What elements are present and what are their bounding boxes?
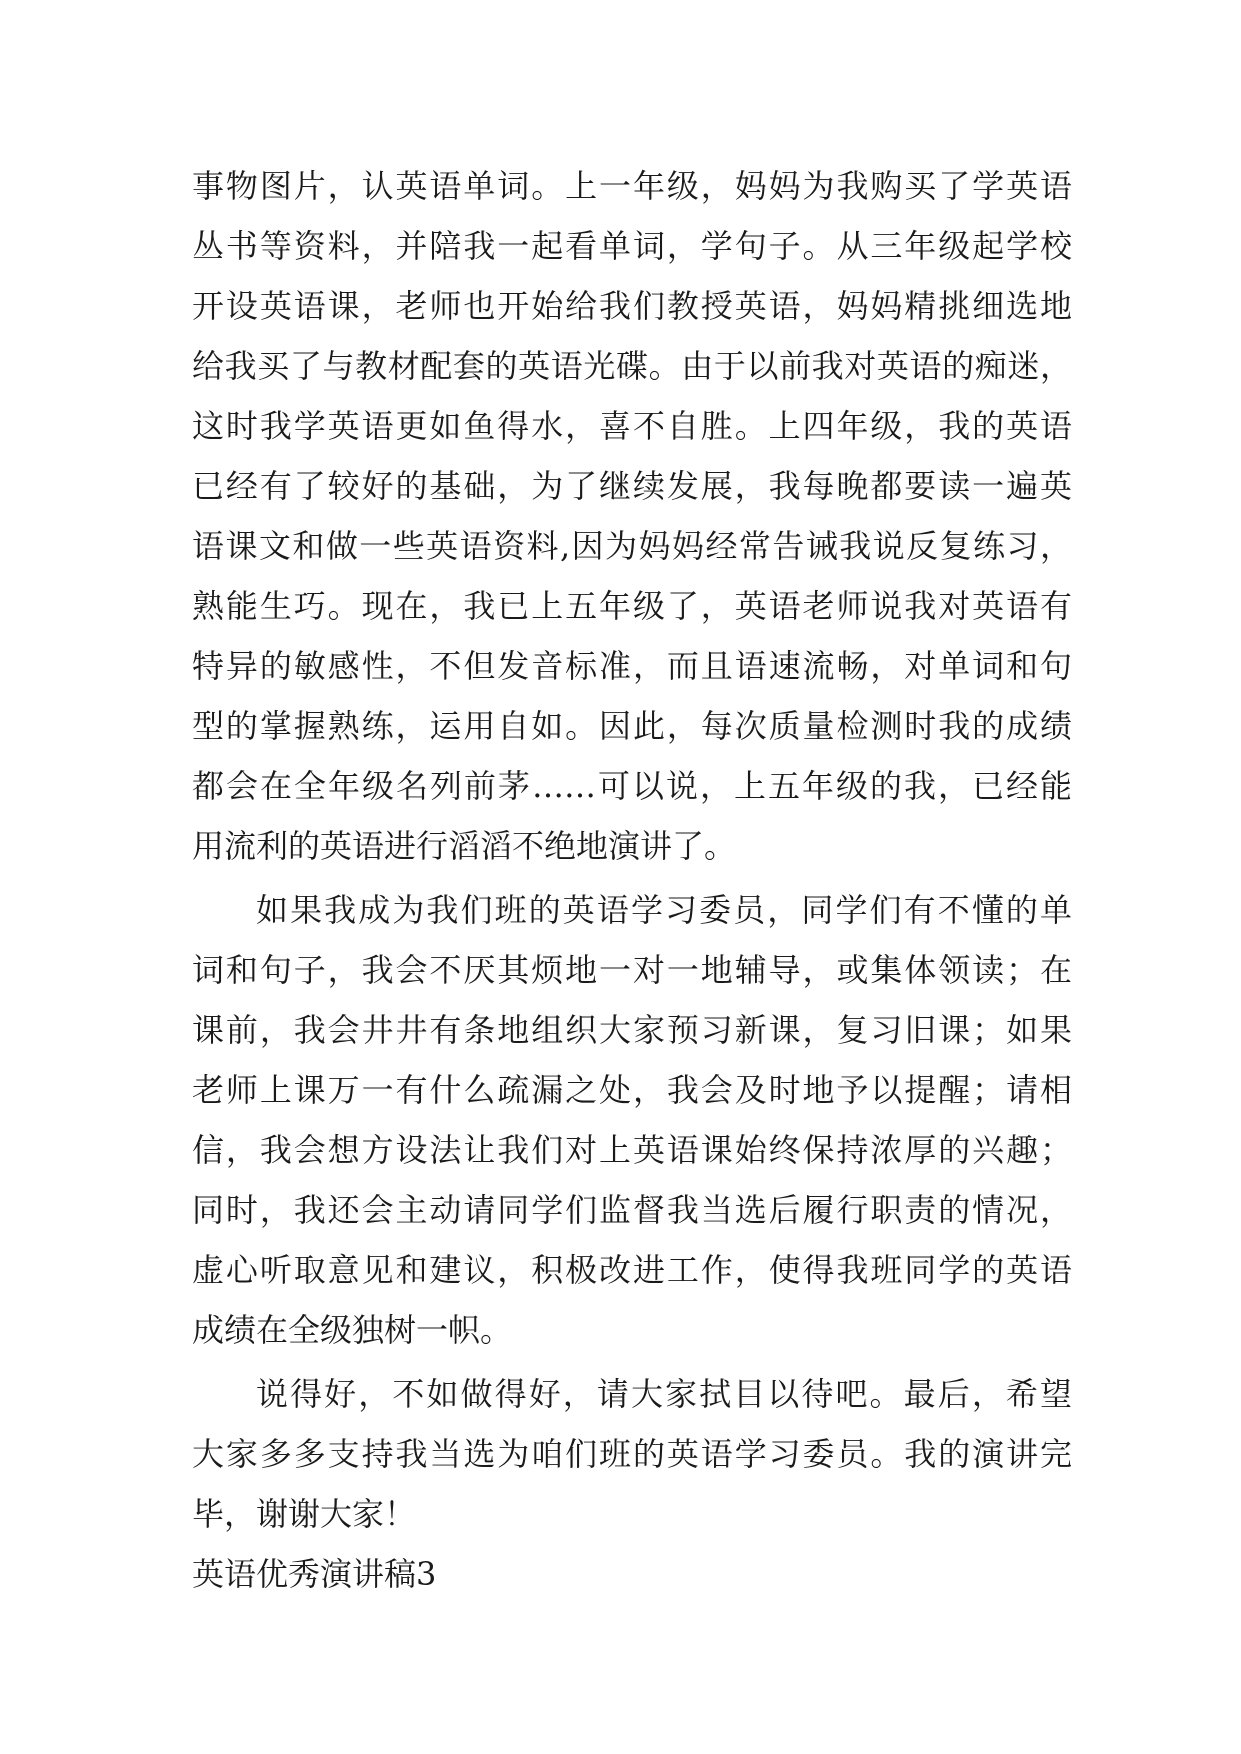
section-heading: 英语优秀演讲稿3 [192,1555,437,1593]
paragraph-line: 大家多多支持我当选为咱们班的英语学习委员。我的演讲完 [192,1435,1072,1473]
paragraph-line: 课前，我会井井有条地组织大家预习新课，复习旧课；如果 [192,1011,1072,1049]
paragraph-line: 成绩在全级独树一帜。 [192,1311,513,1349]
paragraph-line: 都会在全年级名列前茅……可以说，上五年级的我，已经能 [192,767,1072,805]
paragraph-line: 虚心听取意见和建议，积极改进工作，使得我班同学的英语 [192,1251,1072,1289]
paragraph-line: 开设英语课，老师也开始给我们教授英语，妈妈精挑细选地 [192,287,1072,325]
paragraph-line: 毕，谢谢大家！ [192,1495,417,1533]
paragraph-line: 同时，我还会主动请同学们监督我当选后履行职责的情况， [192,1191,1072,1229]
paragraph-line: 这时我学英语更如鱼得水，喜不自胜。上四年级，我的英语 [192,407,1072,445]
paragraph-line: 信，我会想方设法让我们对上英语课始终保持浓厚的兴趣； [192,1131,1072,1169]
paragraph-line: 词和句子，我会不厌其烦地一对一地辅导，或集体领读；在 [192,951,1072,989]
paragraph-line: 老师上课万一有什么疏漏之处，我会及时地予以提醒；请相 [192,1071,1072,1109]
paragraph-line: 如果我成为我们班的英语学习委员，同学们有不懂的单 [256,891,1072,929]
paragraph-line: 熟能生巧。现在，我已上五年级了，英语老师说我对英语有 [192,587,1072,625]
paragraph-line: 语课文和做一些英语资料,因为妈妈经常告诫我说反复练习， [192,527,1072,565]
paragraph-line: 事物图片，认英语单词。上一年级，妈妈为我购买了学英语 [192,167,1072,205]
paragraph-line: 用流利的英语进行滔滔不绝地演讲了。 [192,827,737,865]
paragraph-line: 丛书等资料，并陪我一起看单词，学句子。从三年级起学校 [192,227,1072,265]
paragraph-line: 型的掌握熟练，运用自如。因此，每次质量检测时我的成绩 [192,707,1072,745]
paragraph-line: 给我买了与教材配套的英语光碟。由于以前我对英语的痴迷， [192,347,1072,385]
paragraph-line: 已经有了较好的基础，为了继续发展，我每晚都要读一遍英 [192,467,1072,505]
paragraph-line: 说得好，不如做得好，请大家拭目以待吧。最后，希望 [256,1375,1072,1413]
paragraph-line: 特异的敏感性，不但发音标准，而且语速流畅，对单词和句 [192,647,1072,685]
